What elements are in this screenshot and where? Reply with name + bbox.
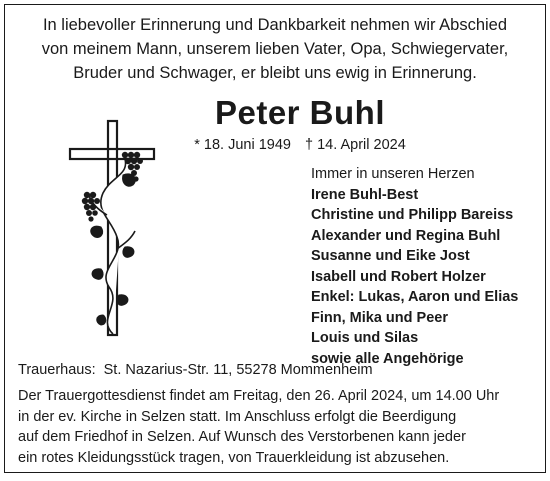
mourning-house-address [18, 360, 538, 380]
deceased-name: Peter Buhl [214, 94, 386, 131]
service-line: Der Trauergottesdienst findet am Freitag, den 26. April 2024, um 14.00 Uhr [18, 388, 500, 404]
mourner-name: sowie alle Angehörige [311, 350, 464, 367]
address-value: St. Nazarius-Str. 11, 55278 Mommenheim [103, 362, 373, 378]
life-dates [155, 135, 445, 155]
death-date: † 14. April 2024 [304, 137, 406, 153]
mourner-name: Susanne und Eike Jost [311, 248, 470, 264]
intro-text [25, 13, 525, 85]
mourner-name: Louis und Silas [311, 330, 419, 346]
mourner-name: Christine und Philipp Bareiss [311, 207, 514, 223]
service-line: in der ev. Kirche in Selzen statt. Im Anschluss erfolgt die Beerdigung [18, 408, 457, 425]
mourners-list [311, 164, 541, 369]
birth-date: * 18. Juni 1949 [194, 137, 291, 153]
mourner-name: Irene Buhl-Best [311, 186, 419, 203]
intro-line: von meinem Mann, unserem lieben Vater, Opa, Schwiegervater, [41, 40, 509, 58]
mourner-name: Enkel: Lukas, Aaron und Elias [311, 289, 519, 305]
mourner-name: Isabell und Robert Holzer [311, 268, 486, 285]
service-info [18, 386, 538, 468]
cross-with-grapevine-icon [67, 119, 157, 339]
mourner-name: Finn, Mika und Peer [311, 309, 448, 326]
mourner-name: Alexander und Regina Buhl [311, 227, 501, 244]
service-line: auf dem Friedhof in Selzen. Auf Wunsch des Verstorbenen kann jeder [18, 429, 466, 445]
obituary-notice [4, 4, 546, 473]
intro-line: In liebevoller Erinnerung und Dankbarkeit nehmen wir Abschied [42, 16, 508, 34]
service-line: ein rotes Kleidungsstück tragen, von Trauerkleidung ist abzusehen. [18, 449, 450, 466]
address-label: Trauerhaus: [18, 362, 96, 378]
mourners-intro: Immer in unseren Herzen [311, 166, 475, 182]
intro-line: Bruder und Schwager, er bleibt uns ewig in Erinnerung. [73, 64, 477, 82]
